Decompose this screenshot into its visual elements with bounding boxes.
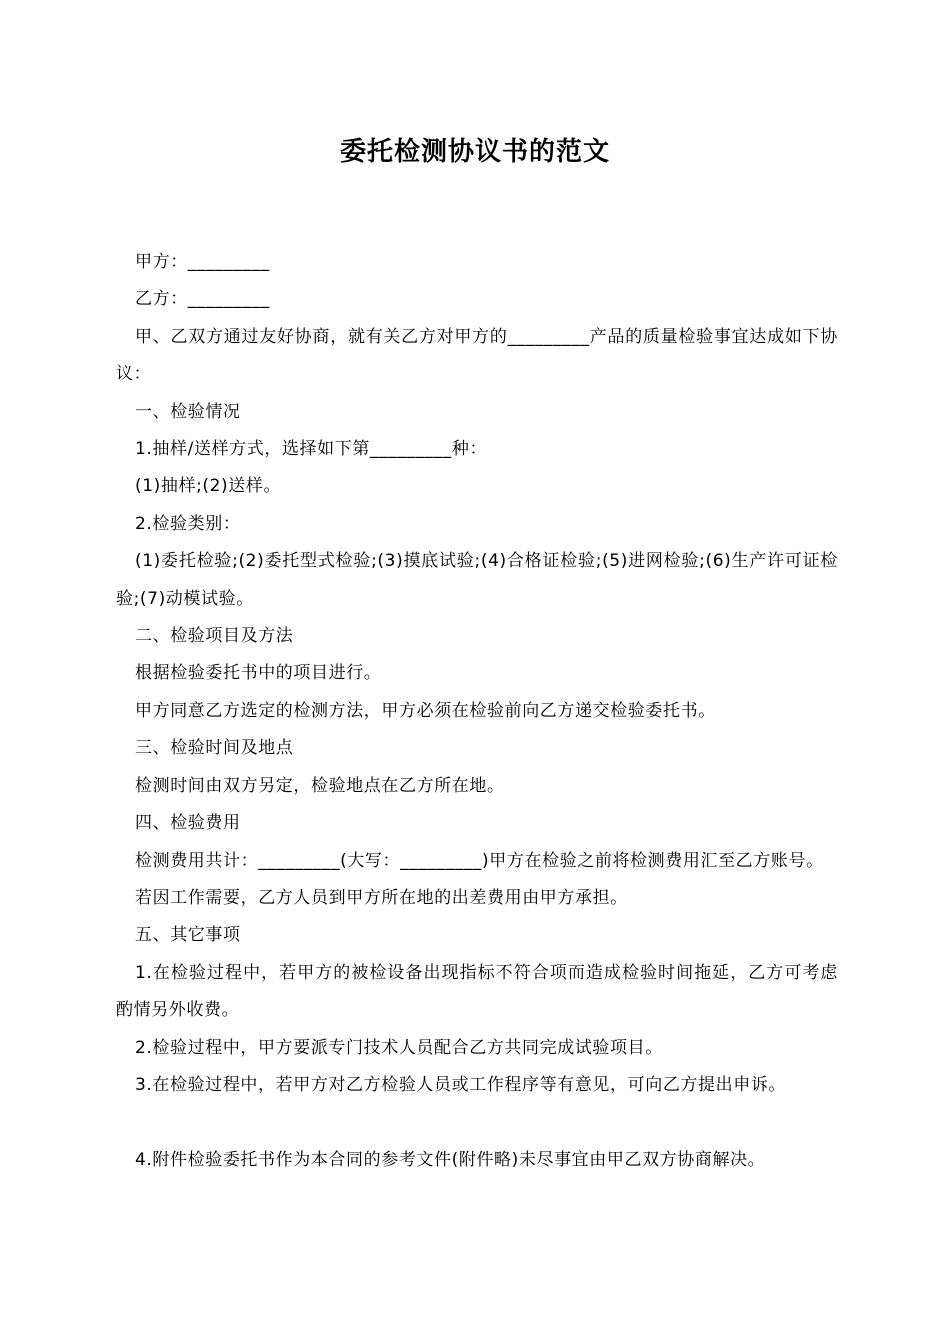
section-heading-5: 五、其它事项 (135, 925, 241, 946)
document-body (116, 244, 838, 1179)
party-a-line: 甲方：_________ (135, 252, 270, 272)
travel-cost-paragraph: 若因工作需要，乙方人员到甲方所在地的出差费用由甲方承担。 (135, 887, 628, 908)
inspection-category-options: (1)委托检验;(2)委托型式检验;(3)摸底试验;(4)合格证检验;(5)进网检验;(6)生产许可证检验;(7)动模试验。 (116, 551, 838, 609)
other-item-1: 1.在检验过程中，若甲方的被检设备出现指标不符合项而造成检验时间拖延，乙方可考虑酌情另外收费。 (116, 962, 838, 1021)
fee-paragraph: 检测费用共计：_________(大写：_________)甲方在检验之前将检测费用汇至乙方账号。 (135, 850, 824, 871)
section-heading-1: 一、检验情况 (135, 401, 241, 422)
other-item-2: 2.检验过程中，甲方要派专门技术人员配合乙方共同完成试验项目。 (135, 1037, 663, 1058)
sampling-method-line: 1.抽样/送样方式，选择如下第_________种： (135, 439, 488, 460)
party-b-line: 乙方：_________ (135, 289, 270, 310)
document-title: 委托检测协议书的范文 (339, 137, 610, 167)
sampling-options-line: (1)抽样;(2)送样。 (135, 476, 282, 497)
intro-paragraph: 甲、乙双方通过友好协商，就有关乙方对甲方的_________产品的质量检验事宜达成如下协议： (116, 326, 838, 385)
time-location-paragraph: 检测时间由双方另定，检验地点在乙方所在地。 (135, 775, 505, 796)
section-heading-2: 二、检验项目及方法 (135, 626, 294, 647)
section-heading-3: 三、检验时间及地点 (135, 738, 294, 759)
section-heading-4: 四、检验费用 (135, 813, 241, 834)
other-item-4: 4.附件检验委托书作为本合同的参考文件(附件略)未尽事宜由甲乙双方协商解决。 (135, 1149, 766, 1170)
inspection-category-line: 2.检验类别： (135, 513, 241, 534)
items-paragraph: 根据检验委托书中的项目进行。 (135, 663, 382, 684)
other-item-3: 3.在检验过程中，若甲方对乙方检验人员或工作程序等有意见，可向乙方提出申诉。 (135, 1074, 787, 1095)
method-paragraph: 甲方同意乙方选定的检测方法，甲方必须在检验前向乙方递交检验委托书。 (135, 700, 716, 721)
blank-line (116, 1104, 838, 1141)
